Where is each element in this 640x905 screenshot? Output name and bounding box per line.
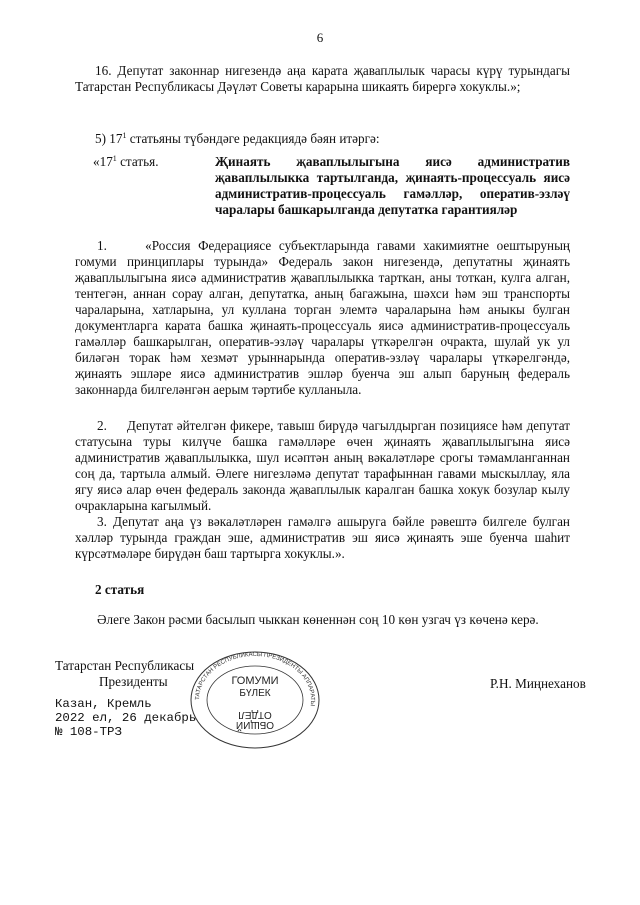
stamp-line-1: ГОМУМИ <box>231 675 279 687</box>
stamp-line-2: БҮЛЕК <box>239 688 271 699</box>
paragraph-3: 3. Депутат аңа үз вәкаләтләрен гамәлгә ашыруга бәйле рәвештә билгеле булган хәлләр турында граждан эше, административ эш яисә җинаять эше буенча шаһит күрсәтмәләре бирүдән баш тартырга хокуклы.». <box>75 514 570 561</box>
issue-details: Казан, Кремль 2022 ел, 26 декабрь № 108-ТРЗ <box>55 697 197 739</box>
paragraph-1: 1. «Россия Федерациясе субъектларында гавами хакимиятне оештыруның гомуми принциплары турында» Федераль закон нигезендә, депутатны җинаять җаваплылыгына яисә административ җаваплылыкка тарткан, аны тоткан, кулга алган, тентегән, аннан сорау алган, депутатка, аның багажына, шәхси һәм эш транспорты чараларына, хатларына, ул кулланa торган элемтә чараларына һәм аныкы булган документларга карата башка җинаять-процессуаль яисә административ-процессуаль гамәлләр башкарылган, оператив-эзләү чаралары үткәрелгән очракта, шулай ук ул биләгән торак һәм хезмәт урыннарында оператив-эзләү чаралары үткәрелгәндә, җинаять эшләре яисә административ эшләр буенча эш алып баруның федераль законнарда билгеләнгән аерым тәртибе кулланыла. <box>75 238 570 397</box>
article-2-heading: 2 статья <box>95 582 145 597</box>
page-number: 6 <box>316 30 324 45</box>
stamp-line-4: ОБЩИЙ <box>235 719 275 730</box>
signatory-name: Р.Н. Миңнеханов <box>490 676 586 691</box>
stamp-ring-text: ТАТАРСТАН РЕСПУБЛИКАСЫ ПРЕЗИДЕНТЫ АППАРАТЫ <box>194 651 316 707</box>
article-label: «$17^1$ статья. <box>93 154 159 169</box>
item-16: 16. Депутат законнар нигезендә аңа карата җаваплылык чарасы күрү турындагы Татарстан Республикасы Дәүләт Советы карарына шикаять бирергә хокуклы.»; <box>75 63 570 94</box>
signatory-title: Татарстан Республикасы Президенты <box>55 658 195 689</box>
official-stamp <box>188 650 322 750</box>
article-2-text: Әлеге Закон рәсми басылып чыккан көненнән соң 10 көн узгач үз көченә керә. <box>97 612 539 627</box>
article-title: Җинаять җаваплылыгына яисә административ җаваплылыкка тартылганда, җинаять-процессуаль яисә административ-процессуаль гамәлләр, оператив-эзләү чаралары башкарылганда депутатка гарантияләр <box>215 154 570 217</box>
item-5: 5) $17^1$ статьяны түбәндәге редакциядә бәян итәргә: <box>95 131 380 146</box>
stamp-line-3: ОТДЕЛ <box>238 709 272 720</box>
paragraph-2: 2. Депутат әйтелгән фикере, тавыш бирүдә чагылдырган позициясе һәм депутат статусына туры килүче башка гамәлләре өчен җинаять җаваплылыгына яисә административ җаваплылыкка, шул исәптән аның вәкаләтләре срогы тәмамланганнан соң да, тартыла алмый. Әлеге нигезләмә депутат тарафыннан гавами мыскыллау, яла ягу яисә алар өчен федераль законда җаваплылык каралган башка хокук бозулар кылу очракларына кагылмый. <box>75 418 570 513</box>
